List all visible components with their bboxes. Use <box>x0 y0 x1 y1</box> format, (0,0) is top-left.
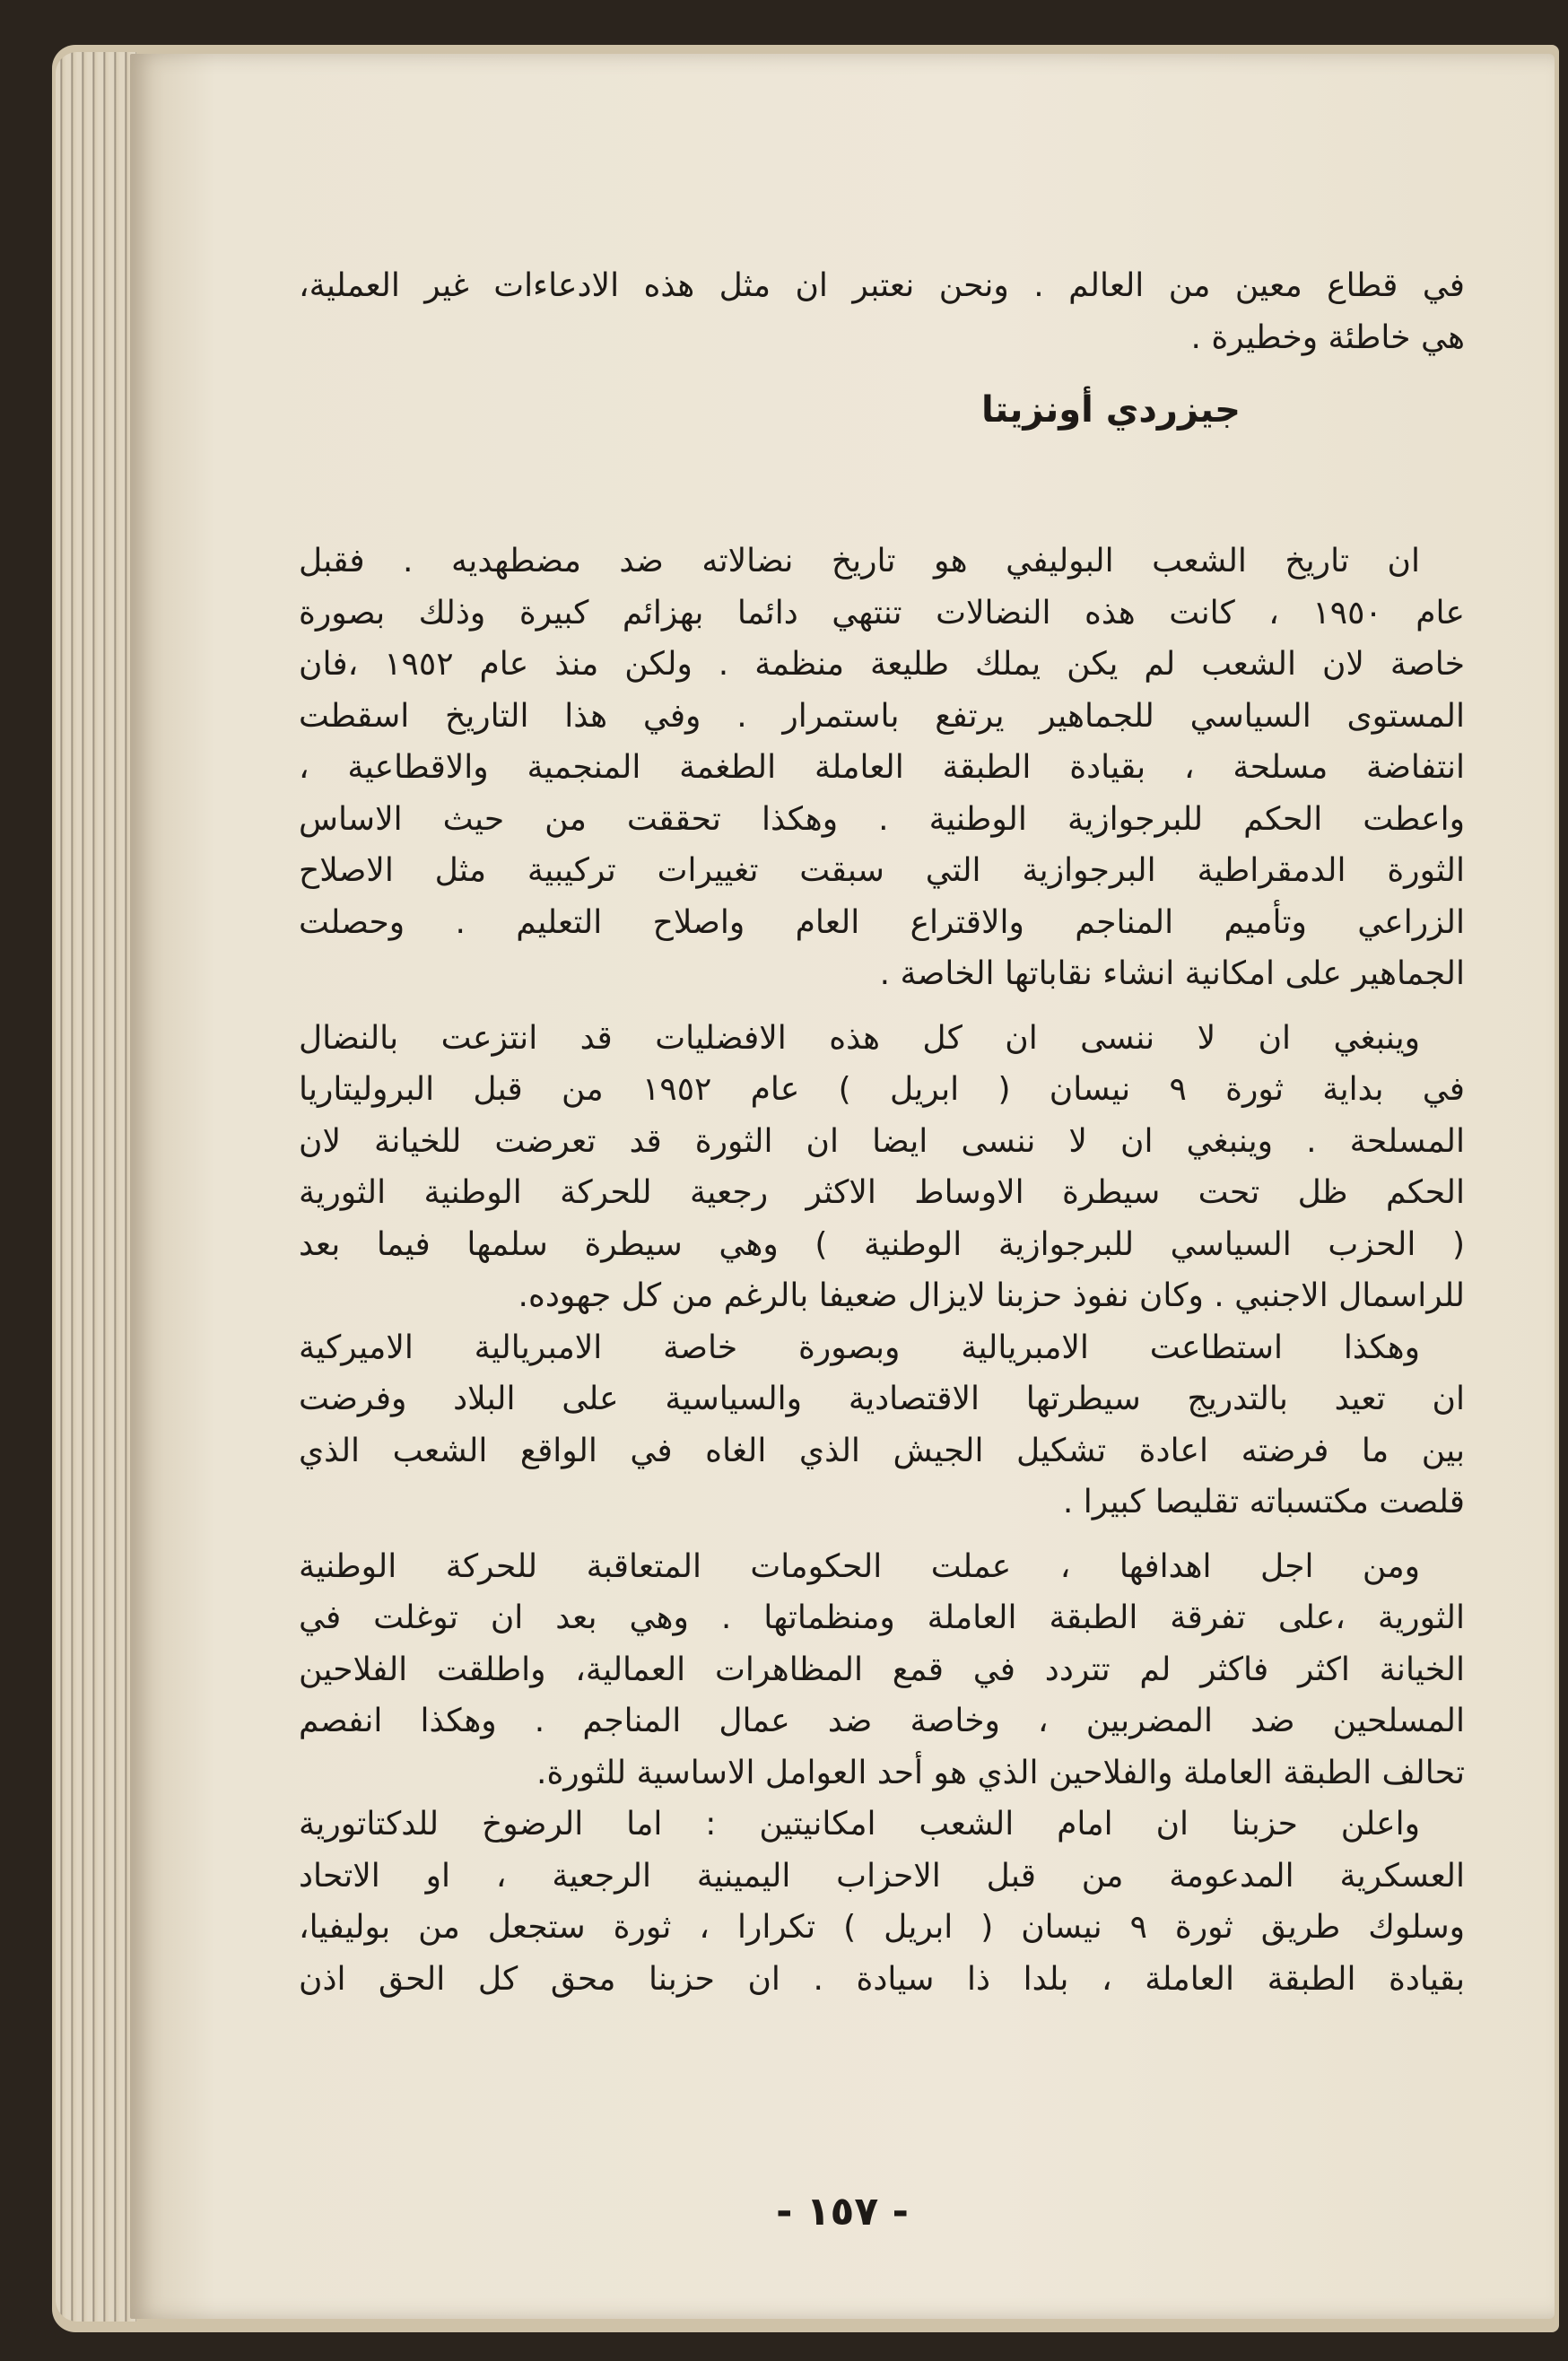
book-page <box>130 54 1555 2319</box>
text-block <box>299 260 1465 2005</box>
text-line: الثورة الدمقراطية البرجوازية التي سبقت تغييرات تركيبية مثل الاصلاح <box>299 852 1465 889</box>
spacer <box>299 1529 1465 1541</box>
spacer <box>299 437 1465 536</box>
text-line: الزراعي وتأميم المناجم والاقتراع العام واصلاح التعليم . وحصلت <box>299 903 1465 941</box>
text-line: ومن اجل اهدافها ، عملت الحكومات المتعاقبة للحركة الوطنية <box>299 1547 1420 1585</box>
text-line: ان تعيد بالتدريج سيطرتها الاقتصادية والسياسية على البلاد وفرضت <box>299 1381 1465 1417</box>
text-line: المسلحين ضد المضربين ، وخاصة ضد عمال المناجم . وهكذا انفصم <box>299 1703 1465 1739</box>
text-line: واعطت الحكم للبرجوازية الوطنية . وهكذا تحققت من حيث الاساس <box>299 800 1465 838</box>
text-line: هي خاطئة وخطيرة . <box>1190 318 1465 356</box>
text-line: قلصت مكتسباته تقليصا كبيرا . <box>1062 1484 1465 1520</box>
text-line: بقيادة الطبقة العاملة ، بلدا ذا سيادة . ان حزبنا محق كل الحق اذن <box>299 1960 1465 1998</box>
text-line: تحالف الطبقة العاملة والفلاحين الذي هو أحد العوامل الاساسية للثورة. <box>536 1754 1465 1791</box>
text-line: ( الحزب السياسي للبرجوازية الوطنية ) وهي سيطرة سلمها فيما بعد <box>299 1225 1465 1263</box>
text-line: عام ١٩٥٠ ، كانت هذه النضالات تنتهي دائما بهزائم كبيرة وذلك بصورة <box>299 594 1465 632</box>
spacer <box>299 1000 1465 1013</box>
text-line: وهكذا استطاعت الامبريالية وبصورة خاصة الامبريالية الاميركية <box>299 1329 1420 1366</box>
text-line: ان تاريخ الشعب البوليفي هو تاريخ نضالاته ضد مضطهديه . فقبل <box>299 543 1420 579</box>
text-line: المسلحة . وينبغي ان لا ننسى ايضا ان الثورة قد تعرضت للخيانة لان <box>299 1122 1465 1160</box>
text-line: واعلن حزبنا ان امام الشعب امكانيتين : اما الرضوخ للدكتاتورية <box>299 1806 1420 1843</box>
text-line: وينبغي ان لا ننسى ان كل هذه الافضليات قد انتزعت بالنضال <box>299 1019 1420 1057</box>
text-line: وسلوك طريق ثورة ٩ نيسان ( ابريل ) تكرارا ، ثورة ستجعل من بوليفيا، <box>299 1909 1465 1946</box>
text-line: الخيانة اكثر فاكثر لم تتردد في قمع المظاهرات العمالية، واطلقت الفلاحين <box>299 1651 1465 1688</box>
text-line: للراسمال الاجنبي . وكان نفوذ حزبنا لايزال ضعيفا بالرغم من كل جهوده. <box>518 1277 1465 1314</box>
page-edges <box>56 52 136 2322</box>
text-line: في قطاع معين من العالم . ونحن نعتبر ان مثل هذه الادعاءات غير العملية، <box>299 267 1465 304</box>
text-line: العسكرية المدعومة من قبل الاحزاب اليمينية الرجعية ، او الاتحاد <box>299 1857 1465 1895</box>
text-line: خاصة لان الشعب لم يكن يملك طليعة منظمة . ولكن منذ عام ١٩٥٢ ،فان <box>299 646 1465 683</box>
text-line: بين ما فرضته اعادة تشكيل الجيش الذي الغاه في الواقع الشعب الذي <box>299 1432 1465 1469</box>
section-title: جيزردي أونزيتا <box>980 389 1241 431</box>
text-line: الحكم ظل تحت سيطرة الاوساط الاكثر رجعية للحركة الوطنية الثورية <box>299 1174 1465 1211</box>
text-line: المستوى السياسي للجماهير يرتفع باستمرار . وفي هذا التاريخ اسقطت <box>299 697 1465 735</box>
text-line: في بداية ثورة ٩ نيسان ( ابريل ) عام ١٩٥٢ من قبل البروليتاريا <box>299 1071 1465 1108</box>
text-line: الجماهير على امكانية انشاء نقاباتها الخاصة . <box>879 955 1465 992</box>
page-number: - ١٥٧ - <box>776 2189 909 2235</box>
text-line: انتفاضة مسلحة ، بقيادة الطبقة العاملة الطغمة المنجمية والاقطاعية ، <box>299 749 1465 786</box>
text-line: الثورية ،على تفرقة الطبقة العاملة ومنظماتها . وهي بعد ان توغلت في <box>299 1599 1465 1636</box>
